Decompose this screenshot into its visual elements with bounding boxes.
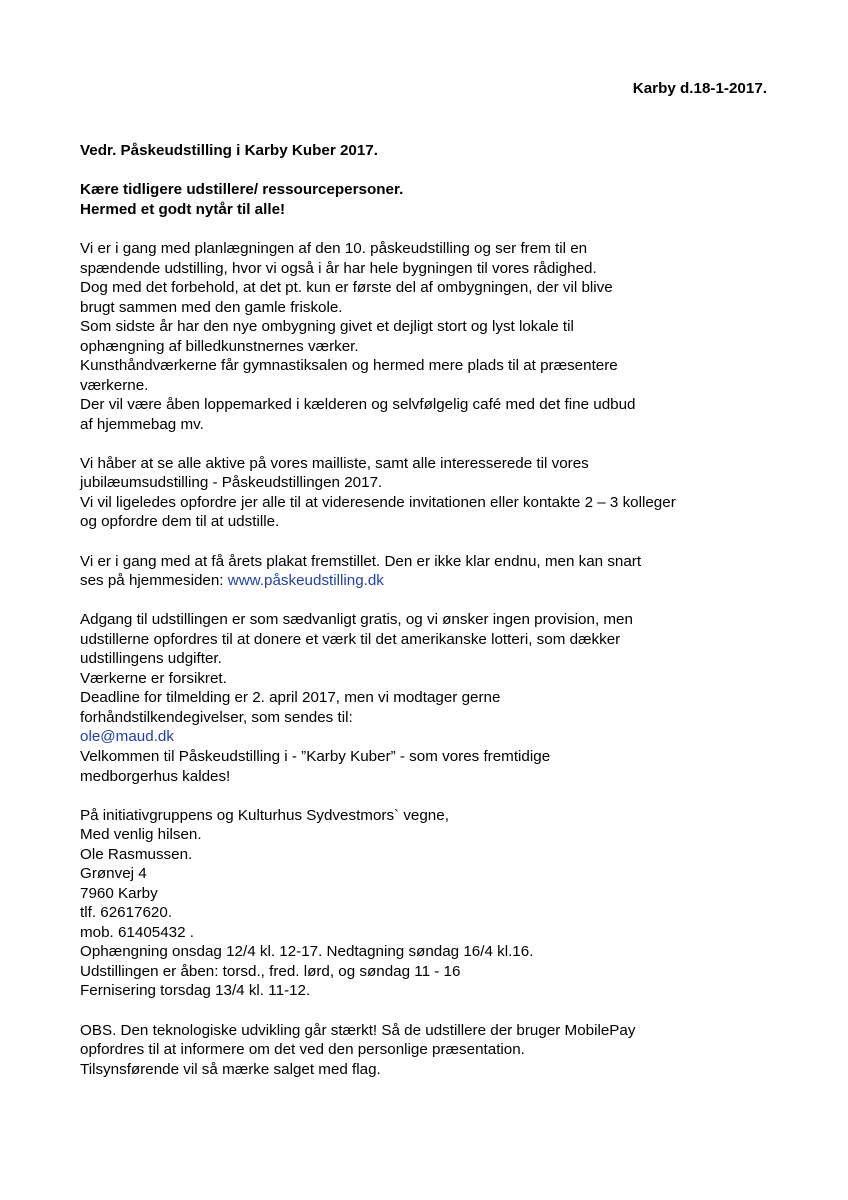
greeting-line-2: Hermed et godt nytår til alle! bbox=[80, 201, 286, 218]
paragraph-4-line: Adgang til udstillingen er som sædvanligt gratis, og vi ønsker ingen provision, men bbox=[80, 611, 633, 628]
paragraph-1-line: værkerne. bbox=[80, 377, 149, 394]
email-link[interactable]: ole@maud.dk bbox=[80, 728, 174, 745]
paragraph-1-line: ophængning af billedkunstnernes værker. bbox=[80, 338, 359, 355]
paragraph-2-line: Vi vil ligeledes opfordre jer alle til at videresende invitationen eller kontakte 2 – 3 kolleger bbox=[80, 494, 676, 511]
obs-line: opfordres til at informere om det ved den personlige præsentation. bbox=[80, 1041, 525, 1058]
paragraph-4-line: forhåndstilkendegivelser, som sendes til: bbox=[80, 709, 353, 726]
paragraph-5-line: medborgerhus kaldes! bbox=[80, 768, 231, 785]
address-street: Grønvej 4 bbox=[80, 865, 147, 882]
paragraph-1-line: af hjemmebag mv. bbox=[80, 416, 204, 433]
schedule-line: Ophængning onsdag 12/4 kl. 12-17. Nedtagning søndag 16/4 kl.16. bbox=[80, 943, 534, 960]
letter-subject: Vedr. Påskeudstilling i Karby Kuber 2017. bbox=[80, 142, 378, 159]
paragraph-5-line: Velkommen til Påskeudstilling i - ”Karby Kuber” - som vores fremtidige bbox=[80, 748, 551, 765]
obs-line: Tilsynsførende vil så mærke salget med flag. bbox=[80, 1061, 381, 1078]
paragraph-1-line: Dog med det forbehold, at det pt. kun er første del af ombygningen, der vil blive bbox=[80, 279, 613, 296]
paragraph-3-line bbox=[80, 571, 384, 591]
paragraph-1-line: Vi er i gang med planlægningen af den 10. påskeudstilling og ser frem til en bbox=[80, 240, 588, 257]
obs-line: OBS. Den teknologiske udvikling går stærkt! Så de udstillere der bruger MobilePay bbox=[80, 1022, 636, 1039]
greeting-line-1: Kære tidligere udstillere/ ressourcepersoner. bbox=[80, 181, 404, 198]
paragraph-1-line: Som sidste år har den nye ombygning givet et dejligt stort og lyst lokale til bbox=[80, 318, 574, 335]
paragraph-4-line: udstillingens udgifter. bbox=[80, 650, 222, 667]
paragraph-4-line: Værkerne er forsikret. bbox=[80, 670, 227, 687]
paragraph-3-line: Vi er i gang med at få årets plakat fremstillet. Den er ikke klar endnu, men kan snart bbox=[80, 553, 642, 570]
closing-line: Med venlig hilsen. bbox=[80, 826, 202, 843]
address-city: 7960 Karby bbox=[80, 885, 158, 902]
paragraph-2-line: og opfordre dem til at udstille. bbox=[80, 513, 280, 530]
paragraph-1-line: Der vil være åben loppemarked i kælderen og selvfølgelig café med det fine udbud bbox=[80, 396, 636, 413]
paragraph-1-line: spændende udstilling, hvor vi også i år har hele bygningen til vores rådighed. bbox=[80, 260, 597, 277]
website-link[interactable]: www.påskeudstilling.dk bbox=[227, 572, 384, 589]
paragraph-2-line: jubilæumsudstilling - Påskeudstillingen 2017. bbox=[80, 474, 383, 491]
letter-date: Karby d.18-1-2017. bbox=[632, 80, 767, 97]
paragraph-1-line: Kunsthåndværkerne får gymnastiksalen og hermed mere plads til at præsentere bbox=[80, 357, 618, 374]
paragraph-2-line: Vi håber at se alle aktive på vores mailliste, samt alle interesserede til vores bbox=[80, 455, 589, 472]
signature-name: Ole Rasmussen. bbox=[80, 846, 193, 863]
schedule-line: Udstillingen er åben: torsd., fred. lørd, og søndag 11 - 16 bbox=[80, 963, 461, 980]
paragraph-1-line: brugt sammen med den gamle friskole. bbox=[80, 299, 343, 316]
schedule-line: Fernisering torsdag 13/4 kl. 11-12. bbox=[80, 982, 311, 999]
paragraph-4-line: udstillerne opfordres til at donere et værk til det amerikanske lotteri, som dækker bbox=[80, 631, 621, 648]
mobile-number: mob. 61405432 . bbox=[80, 924, 194, 941]
paragraph-4-line bbox=[80, 727, 174, 747]
phone-number: tlf. 62617620. bbox=[80, 904, 173, 921]
closing-line: På initiativgruppens og Kulturhus Sydvestmors` vegne, bbox=[80, 807, 449, 824]
paragraph-4-line: Deadline for tilmelding er 2. april 2017, men vi modtager gerne bbox=[80, 689, 501, 706]
website-prefix: ses på hjemmesiden: bbox=[80, 572, 228, 589]
